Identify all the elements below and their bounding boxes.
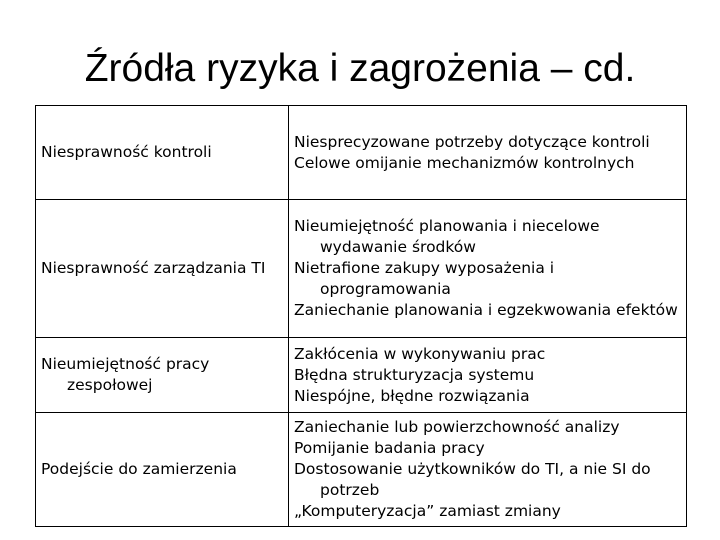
risk-source: Niesprawność kontroli (41, 143, 212, 161)
threat-item: Niesprecyzowane potrzeby dotyczące kontroli (294, 132, 650, 151)
risk-source-cell (36, 106, 289, 200)
risk-source: Niesprawność zarządzania TI (41, 259, 266, 277)
table-row (36, 413, 687, 527)
threat-item: Dostosowanie użytkowników do TI, a nie SI do potrzeb (294, 460, 651, 499)
table-row (36, 338, 687, 413)
table-row (36, 200, 687, 338)
risk-source-cell (36, 200, 289, 338)
threats-cell (289, 338, 687, 413)
threat-item: Pomijanie badania pracy (294, 439, 485, 457)
threat-item: Zaniechanie planowania i egzekwowania efektów (294, 301, 678, 319)
risk-source-cell (36, 413, 289, 527)
risk-table (35, 105, 687, 527)
slide-title: Źródła ryzyka i zagrożenia – cd. (84, 47, 636, 90)
threat-item: Nietrafione zakupy wyposażenia i oprogramowania (294, 259, 555, 298)
threats-cell (289, 200, 687, 338)
threat-item: Niespójne, błędne rozwiązania (294, 386, 530, 405)
risk-source: Podejście do zamierzenia (41, 460, 237, 478)
risk-source: Nieumiejętność pracy zespołowej (41, 355, 210, 394)
table-row (36, 106, 687, 200)
risk-source-cell (36, 338, 289, 413)
threat-item: „Komputeryzacja” zamiast zmiany (294, 502, 561, 520)
threats-cell (289, 106, 687, 200)
threat-item: Błędna strukturyzacja systemu (294, 365, 535, 384)
threats-cell (289, 413, 687, 527)
threat-item: Zaniechanie lub powierzchowność analizy (294, 418, 620, 436)
threat-item: Celowe omijanie mechanizmów kontrolnych (294, 153, 635, 172)
threat-item: Nieumiejętność planowania i niecelowe wydawanie środków (294, 217, 600, 256)
threat-item: Zakłócenia w wykonywaniu prac (294, 344, 546, 363)
